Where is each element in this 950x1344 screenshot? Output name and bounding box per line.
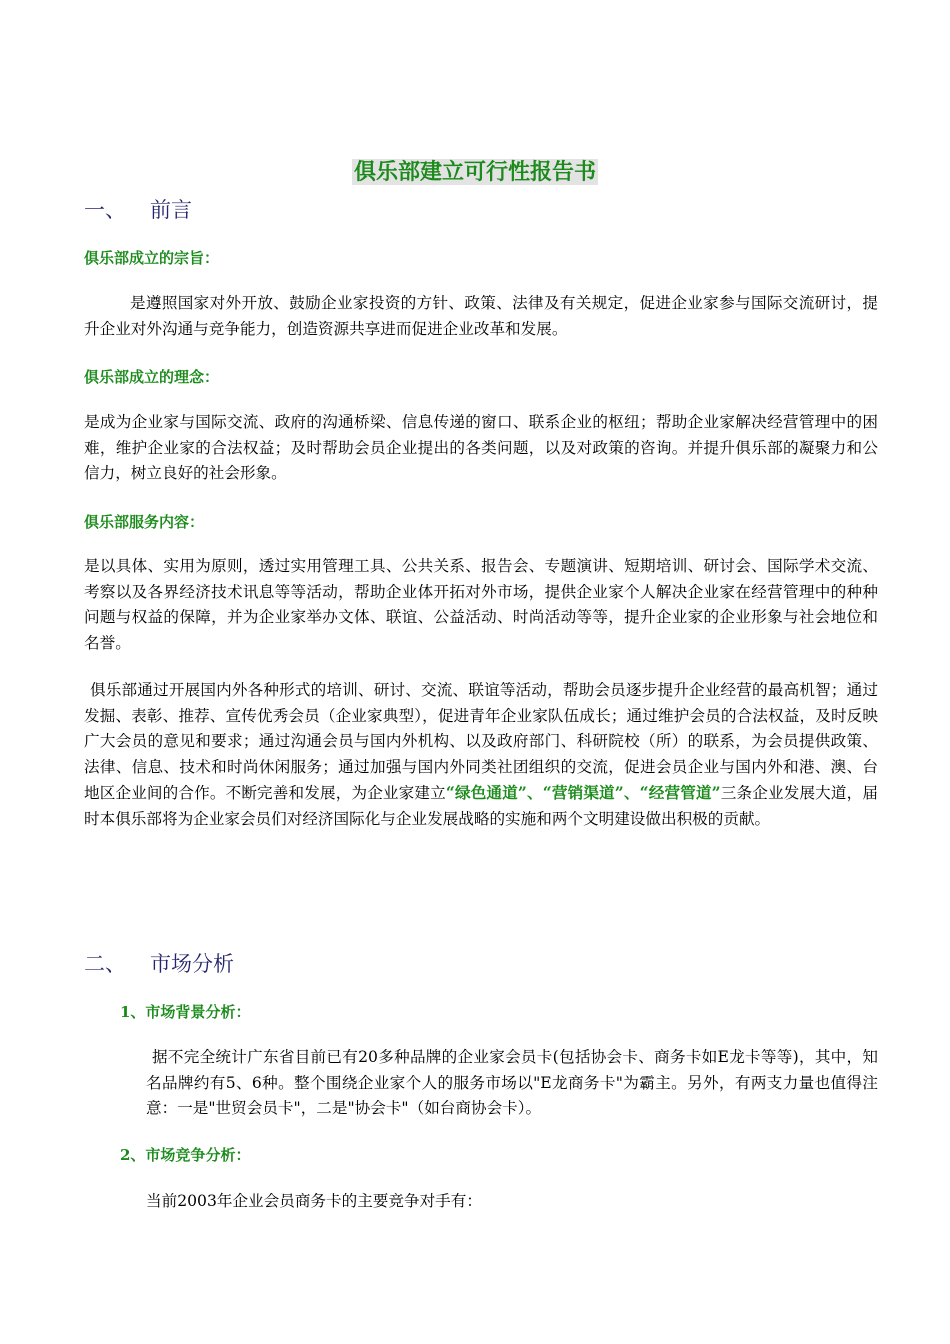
purpose-paragraph: 是遵照国家对外开放、鼓励企业家投资的方针、政策、法律及有关规定，促进企业家参与国际交流研讨，提升企业对外沟通与竞争能力，创造资源共享进而促进企业改革和发展。 [84,294,878,338]
activity-text-a: 俱乐部通过开展国内外各种形式的培训、研讨、交流、联谊等活动，帮助会员逐步提升企业经营的最高机智；通过发掘、表彰、推荐、宣传优秀会员（企业家典型），促进青年企业家队伍成长；通过维护会员的合法权益，及时反映广大会员的意见和要求；通过沟通会员与国内外机构、以及政府部门、科研院校（所）的联系，为会员提供政策、法律、信息、技术和时尚休闲服务；通过加强与国内外同类社团组织的交流，促进会员企业与国内外和港、澳、台地区企业间的合作。不断完善和发展，为企业家建立 [84,681,878,802]
concept-paragraph: 是成为企业家与国际交流、政府的沟通桥梁、信息传递的窗口、联系企业的枢纽；帮助企业家解决经营管理中的困难，维护企业家的合法权益；及时帮助会员企业提出的各类问题，以及对政策的咨询。并提升俱乐部的凝聚力和公信力，树立良好的社会形象。 [84,413,878,482]
activity-paragraph [84,678,878,832]
activity-text-b: 三条企业发展大道，届时本俱乐部将为企业家会员们对经济国际化与企业发展战略的实施和两个文明建设做出积极的贡献。 [84,784,878,828]
market-background-label: 1、市场背景分析： [120,1003,251,1021]
section-heading-text: 前言 [150,198,192,222]
section-heading-market [84,950,234,978]
document-title [0,158,950,186]
market-background-paragraph: 据不完全统计广东省目前已有20多种品牌的企业家会员卡(包括协会卡、商务卡如E龙卡等等)，其中，知名品牌约有5、6种。整个围绕企业家个人的服务市场以"E龙商务卡"为霸主。另外，有两支力量也值得注意：一是"世贸会员卡"，二是"协会卡"（如台商协会卡）。 [146,1048,878,1117]
section-heading-text: 市场分析 [150,952,234,976]
service-label: 俱乐部服务内容： [84,513,205,531]
document-title-text: 俱乐部建立可行性报告书 [353,159,596,185]
market-competition-paragraph: 当前2003年企业会员商务卡的主要竞争对手有： [146,1192,482,1210]
market-competition-label: 2、市场竞争分析： [120,1146,251,1164]
activity-highlight: “绿色通道”、“营销渠道”、“经营管道” [445,783,721,802]
section-heading-preface [84,196,192,224]
service-paragraph: 是以具体、实用为原则，透过实用管理工具、公共关系、报告会、专题演讲、短期培训、研讨会、国际学术交流、考察以及各界经济技术讯息等等活动，帮助企业体开拓对外市场，提供企业家个人解决企业家在经营管理中的种种问题与权益的保障，并为企业家举办文体、联谊、公益活动、时尚活动等等，提升企业家的企业形象与社会地位和名誉。 [84,557,878,652]
section-number: 二、 [84,952,126,976]
purpose-label: 俱乐部成立的宗旨： [84,249,220,267]
section-number: 一、 [84,198,126,222]
concept-label: 俱乐部成立的理念： [84,368,220,386]
